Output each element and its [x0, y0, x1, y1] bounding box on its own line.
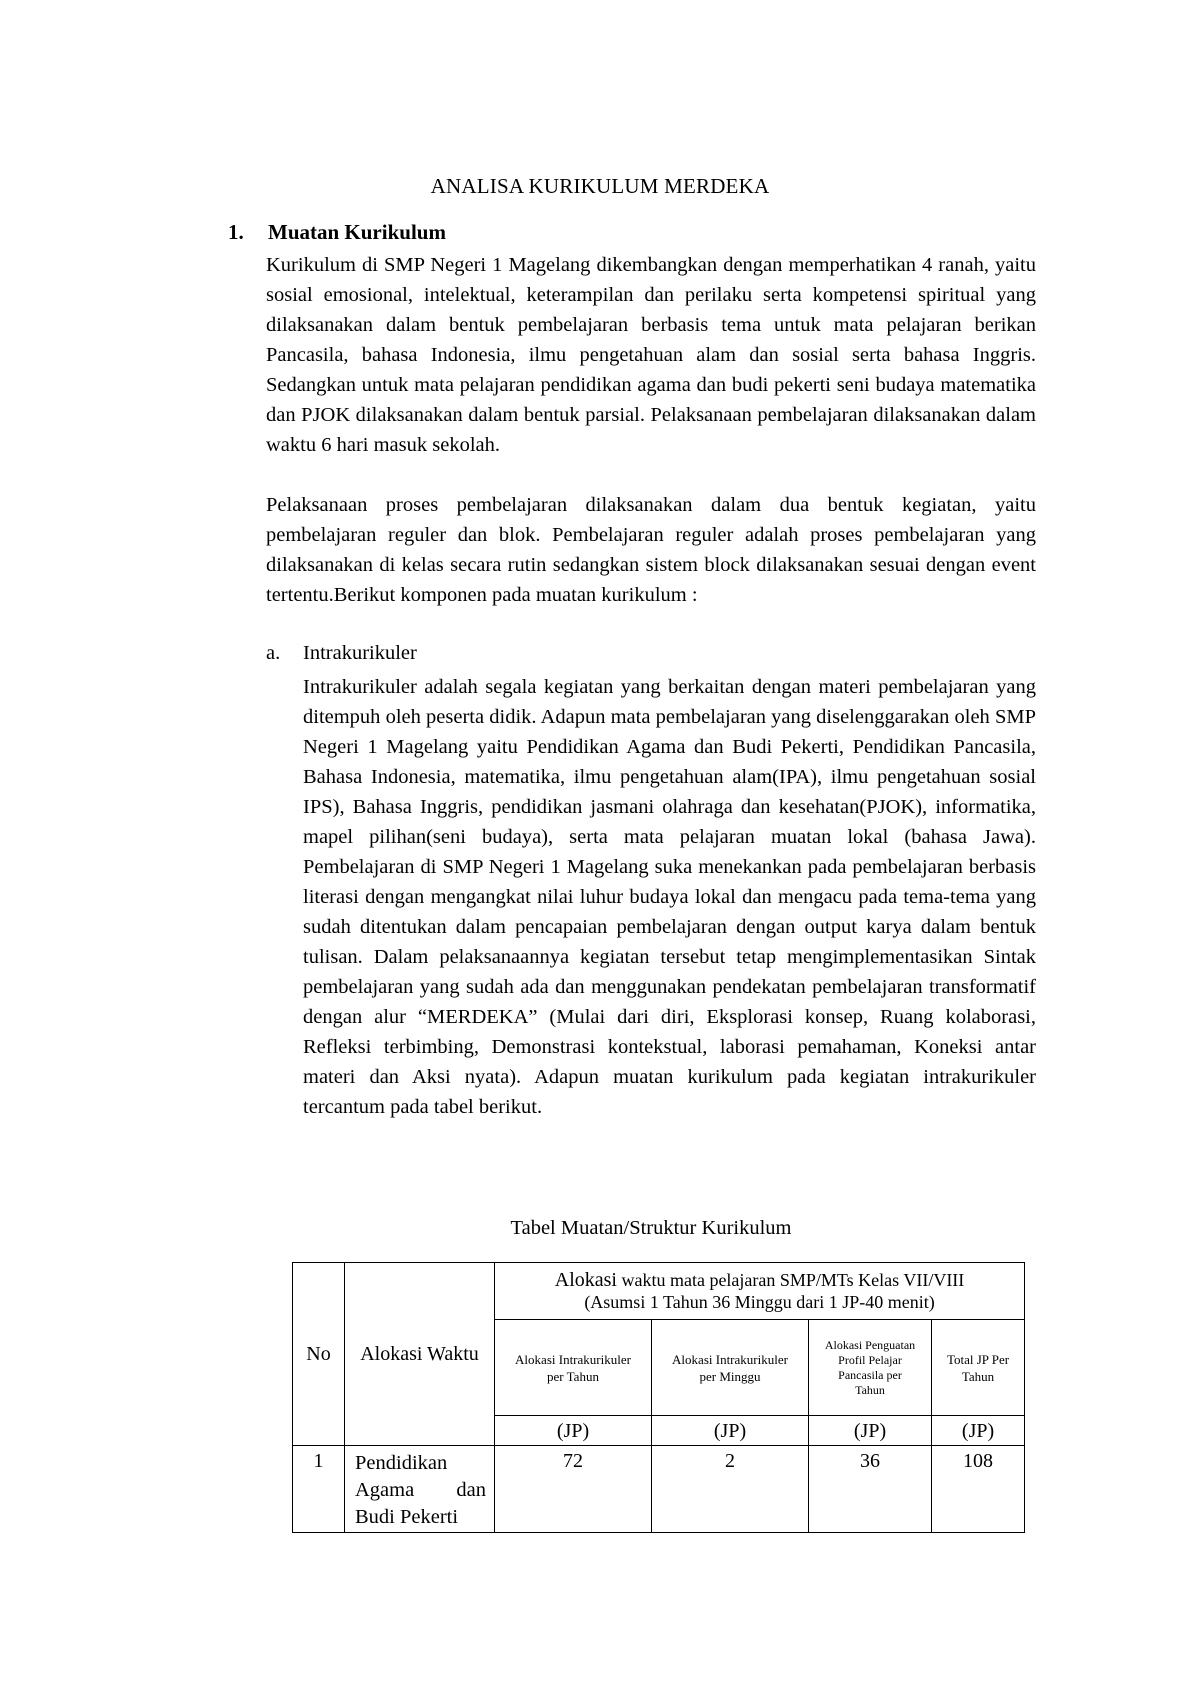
header-group-line1-a: Alokasi: [554, 1269, 617, 1291]
table-caption: Tabel Muatan/Struktur Kurikulum: [510, 1217, 792, 1239]
section-number: 1.: [228, 220, 244, 244]
header-unit-3: (JP): [809, 1416, 932, 1446]
curriculum-table: [292, 1262, 1025, 1533]
header-col-total: Total JP Per Tahun: [932, 1320, 1025, 1416]
table-row: [293, 1446, 1025, 1533]
subsection-label: a.: [266, 642, 281, 664]
header-group: [495, 1263, 1025, 1320]
header-col-per-minggu: Alokasi Intrakurikuler per Minggu: [652, 1320, 809, 1416]
header-no: No: [293, 1263, 345, 1446]
cell-subject: Pendidikan Agama dan Budi Pekerti: [345, 1446, 495, 1533]
cell-total: 108: [932, 1446, 1025, 1533]
header-col-per-tahun: Alokasi Intrakurikuler per Tahun: [495, 1320, 652, 1416]
section-heading: Muatan Kurikulum: [268, 220, 446, 244]
header-unit-4: (JP): [932, 1416, 1025, 1446]
subsection-heading: Intrakurikuler: [303, 642, 417, 664]
header-alokasi-waktu: Alokasi Waktu: [345, 1263, 495, 1446]
header-unit-1: (JP): [495, 1416, 652, 1446]
paragraph-intrakurikuler: Intrakurikuler adalah segala kegiatan yang berkaitan dengan materi pembelajaran yang ditempuh oleh peserta didik. Adapun mata pembelajaran yang diselenggarakan oleh SMP Negeri 1 Magelang yaitu Pendidikan Agama dan Budi Pekerti, Pendidikan Pancasila, Bahasa Indonesia, matematika, ilmu pengetahuan alam(IPA), ilmu pengetahuan sosial IPS), Bahasa Inggris, pendidikan jasmani olahraga dan kesehatan(PJOK), informatika, mapel pilihan(seni budaya), serta mata pelajaran muatan lokal (bahasa Jawa). Pembelajaran di SMP Negeri 1 Magelang suka menekankan pada pembelajaran berbasis literasi dengan mengangkat nilai luhur budaya lokal dan mengacu pada tema-tema yang sudah ditentukan dalam pencapaian pembelajaran dengan output karya dalam bentuk tulisan. Dalam pelaksanaannya kegiatan tersebut tetap mengimplementasikan Sintak pembelajaran yang sudah ada dan menggunakan pendekatan pembelajaran transformatif dengan alur “MERDEKA” (Mulai dari diri, Eksplorasi konsep, Ruang kolaborasi, Refleksi terbimbing, Demonstrasi kontekstual, laborasi pemahaman, Koneksi antar materi dan Aksi nyata). Adapun muatan kurikulum pada kegiatan intrakurikuler tercantum pada tabel berikut.: [303, 676, 1036, 1118]
cell-per-minggu: 2: [652, 1446, 809, 1533]
cell-p5-per-tahun: 36: [809, 1446, 932, 1533]
header-group-line1-b: waktu mata pelajaran SMP/MTs Kelas VII/VIII: [616, 1270, 965, 1290]
header-unit-2: (JP): [652, 1416, 809, 1446]
header-group-line2: (Asumsi 1 Tahun 36 Minggu dari 1 JP-40 menit): [584, 1292, 935, 1312]
document-title: ANALISA KURIKULUM MERDEKA: [430, 174, 770, 198]
header-group-line1: [495, 1269, 1024, 1291]
header-col-p5: Alokasi Penguatan Profil Pelajar Pancasila per Tahun: [809, 1320, 932, 1416]
cell-per-tahun: 72: [495, 1446, 652, 1533]
paragraph-pelaksanaan: Pelaksanaan proses pembelajaran dilaksanakan dalam dua bentuk kegiatan, yaitu pembelajaran reguler dan blok. Pembelajaran reguler adalah proses pembelajaran yang dilaksanakan di kelas secara rutin sedangkan sistem block dilaksanakan sesuai dengan event tertentu.Berikut komponen pada muatan kurikulum :: [266, 494, 1036, 606]
cell-no: 1: [293, 1446, 345, 1533]
paragraph-kurikulum: Kurikulum di SMP Negeri 1 Magelang dikembangkan dengan memperhatikan 4 ranah, yaitu sosial emosional, intelektual, keterampilan dan perilaku serta kompetensi spiritual yang dilaksanakan dalam bentuk pembelajaran berbasis tema untuk mata pelajaran berikan Pancasila, bahasa Indonesia, ilmu pengetahuan alam dan sosial serta bahasa Inggris. Sedangkan untuk mata pelajaran pendidikan agama dan budi pekerti seni budaya matematika dan PJOK dilaksanakan dalam bentuk parsial. Pelaksanaan pembelajaran dilaksanakan dalam waktu 6 hari masuk sekolah.: [266, 254, 1036, 456]
